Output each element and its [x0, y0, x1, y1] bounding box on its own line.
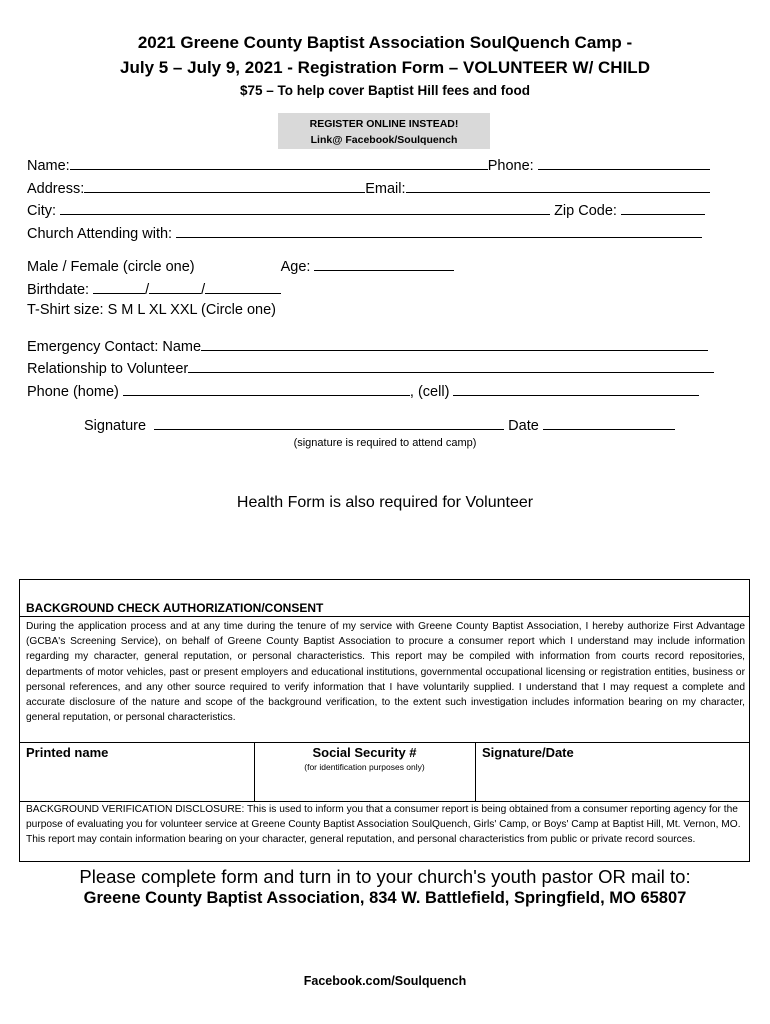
date-field[interactable] — [543, 413, 675, 430]
complete-form-note: Please complete form and turn in to your church's youth pastor OR mail to: — [79, 866, 691, 887]
ssn-note: (for identification purposes only) — [304, 762, 425, 772]
birth-day-field[interactable] — [149, 277, 201, 294]
relationship-row — [27, 356, 747, 379]
birth-month-field[interactable] — [93, 277, 145, 294]
birth-year-field[interactable] — [205, 277, 281, 294]
phone-home-label: Phone (home) — [27, 383, 119, 400]
form-title-line1: 2021 Greene County Baptist Association SoulQuench Camp - — [137, 33, 633, 52]
register-online-box[interactable] — [278, 113, 490, 149]
signature-note: (signature is required to attend camp) — [293, 437, 477, 449]
address-email-row — [27, 176, 747, 199]
church-field[interactable] — [176, 221, 702, 238]
form-title-line2: July 5 – July 9, 2021 - Registration Form – VOLUNTEER W/ CHILD — [120, 58, 650, 77]
register-online-label: REGISTER ONLINE INSTEAD! — [309, 118, 459, 130]
cell-field[interactable] — [453, 379, 699, 396]
registration-fields — [27, 153, 747, 436]
relationship-field[interactable] — [188, 356, 714, 373]
consent-signature-row — [20, 742, 749, 802]
date-separator: / — [145, 281, 150, 298]
footer-link[interactable]: Facebook.com/Soulquench — [303, 974, 467, 988]
city-field[interactable] — [60, 198, 550, 215]
church-row — [27, 221, 747, 244]
printed-name-label: Printed name — [26, 745, 109, 760]
age-label: Age: — [280, 259, 311, 275]
gender-age-row — [27, 254, 747, 277]
address-label: Address: — [27, 180, 85, 197]
date-label: Date — [508, 418, 539, 434]
tshirt-size-option[interactable]: T-Shirt size: S M L XL XXL (Circle one) — [27, 302, 276, 318]
email-field[interactable] — [406, 176, 710, 193]
signature-field[interactable] — [154, 413, 504, 430]
city-zip-row — [27, 198, 747, 221]
consent-heading: BACKGROUND CHECK AUTHORIZATION/CONSENT — [26, 601, 324, 615]
zip-label: Zip Code: — [554, 203, 617, 219]
name-phone-row — [27, 153, 747, 176]
tshirt-row — [27, 299, 747, 322]
form-header — [0, 30, 770, 101]
consent-section — [20, 580, 749, 742]
background-check-table — [19, 579, 750, 862]
gender-option[interactable]: Male / Female (circle one) — [27, 259, 195, 275]
emergency-contact-field[interactable] — [201, 334, 708, 351]
signature-date-cell[interactable] — [476, 743, 749, 801]
name-label: Name: — [27, 158, 70, 174]
printed-name-cell[interactable] — [20, 743, 255, 801]
ssn-cell[interactable] — [254, 743, 476, 801]
fee-note: $75 – To help cover Baptist Hill fees and food — [239, 83, 531, 98]
consent-text: During the application process and at any time during the tenure of my service with Greene County Baptist Association, I hereby authorize First Advantage (GCBA's Screening Service), on behalf of Greene County Baptist Association to procure a consumer report which I understand may include information regarding my character, general reputation, or personal characteristics. This report may be compiled with information from courts record repositories, departments of motor vehicles, past or present employers and educational institutions, governmental occupational licensing or registration entities, business or personal references, and any other source required to verify information that I have voluntarily supplied. I understand that I may request a complete and accurate disclosure of the nature and scope of the background verification, to the extent such investigation includes information bearing on my character, general reputation, or personal characteristics. — [26, 621, 745, 724]
mail-address: Greene County Baptist Association, 834 W. Battlefield, Springfield, MO 65807 — [83, 889, 687, 907]
zip-field[interactable] — [621, 198, 705, 215]
consent-divider — [20, 616, 749, 617]
phone-label: Phone: — [487, 158, 534, 174]
relationship-label: Relationship to Volunteer — [27, 361, 189, 377]
date-separator: / — [201, 281, 206, 298]
emergency-contact-label: Emergency Contact: Name — [27, 338, 202, 355]
register-online-link[interactable]: Link@ Facebook/Soulquench — [310, 134, 458, 146]
signature-row — [27, 413, 747, 436]
cell-label: , (cell) — [409, 383, 450, 400]
phone-home-field[interactable] — [123, 379, 410, 396]
birthdate-row — [27, 277, 747, 300]
name-field[interactable] — [70, 153, 488, 170]
city-label: City: — [27, 203, 56, 219]
signature-date-label: Signature/Date — [482, 745, 574, 760]
email-label: Email: — [365, 180, 406, 197]
church-label: Church Attending with: — [27, 225, 173, 242]
emergency-phone-row — [27, 379, 747, 402]
verification-disclosure: BACKGROUND VERIFICATION DISCLOSURE: This is used to inform you that a consumer report is being obtained from a consumer reporting agency for the purpose of evaluating you for volunteer service at Greene County Baptist Association SoulQuench, Girls' Camp, or Boys' Camp at Baptist Hill, Mt. Vernon, MO. This report may contain information bearing on your character, general reputation, and personal characteristics from public or private record sources. — [26, 804, 741, 846]
birthdate-label: Birthdate: — [27, 281, 90, 298]
ssn-label: Social Security # — [312, 745, 417, 760]
phone-field[interactable] — [538, 153, 710, 170]
signature-label: Signature — [84, 418, 147, 434]
address-field[interactable] — [84, 176, 365, 193]
emergency-row — [27, 334, 747, 357]
health-form-note: Health Form is also required for Volunteer — [236, 494, 534, 511]
age-field[interactable] — [314, 254, 454, 271]
